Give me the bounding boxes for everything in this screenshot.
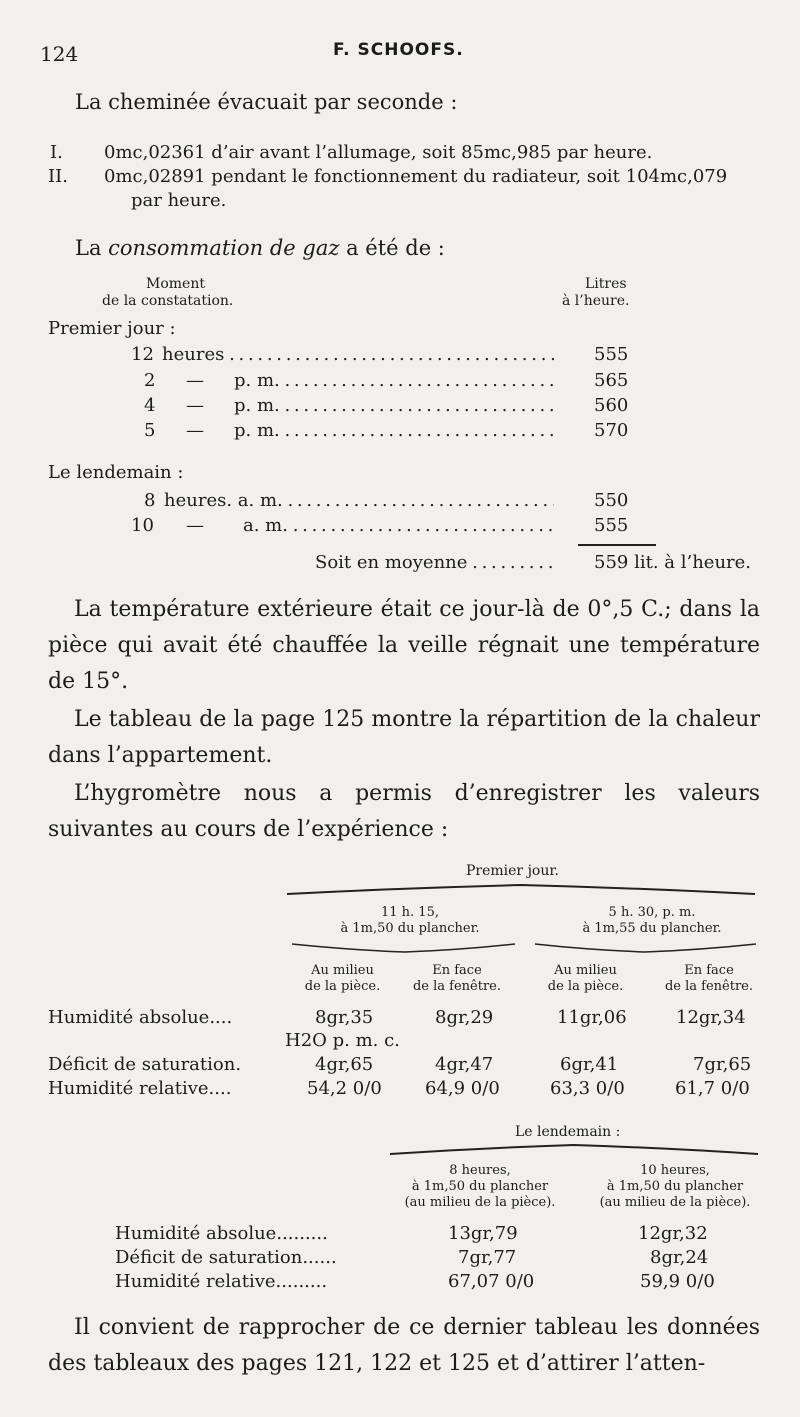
chimney-line-1: 0mc,02361 d’air avant l’allumage, soit 85mc,985 par heure. (104, 142, 653, 163)
gas-intro: La consommation de gaz a été de : (75, 236, 445, 260)
chimney-num-2: II. (48, 166, 68, 187)
gas-row-value: 565 (594, 370, 629, 391)
table2-head1: 8 heures, à 1m,50 du plancher (au milieu de la pièce). (404, 1163, 556, 1210)
table1-unit-note: H2O p. m. c. (285, 1030, 400, 1051)
table2-row-label: Déficit de saturation...... (115, 1247, 337, 1268)
gas-average-value: 559 lit. à l’heure. (594, 552, 752, 573)
paragraph-temperature: La température extérieure était ce jour-là de 0°,5 C.; dans la pièce qui avait été chauffée la veille régnait une température de 15°. (48, 597, 760, 694)
table1-sub-col2: En face de la fenêtre. (412, 963, 502, 994)
table1-cell: 6gr,41 (560, 1054, 619, 1075)
table1-cell: 4gr,47 (435, 1054, 494, 1075)
table1-cell: 61,7 0/0 (675, 1078, 750, 1099)
table1-cell: 64,9 0/0 (425, 1078, 500, 1099)
gas-day1-label: Premier jour : (48, 318, 176, 339)
table2-brace (388, 1142, 760, 1158)
table1-cell: 8gr,35 (315, 1007, 374, 1028)
table2-cell: 8gr,24 (650, 1247, 709, 1268)
table1-row-label: Déficit de saturation. (48, 1054, 242, 1075)
table1-row-label: Humidité relative.... (48, 1078, 232, 1099)
chimney-intro: La cheminée évacuait par seconde : (75, 90, 458, 114)
gas-row-num: 8 (144, 490, 156, 511)
table1-brace (285, 882, 757, 898)
table2-title: Le lendemain : (515, 1124, 621, 1140)
gas-row-num: 12 (131, 344, 154, 365)
chimney-line-3: par heure. (131, 190, 227, 211)
gas-row-label: p. m. . . . (234, 370, 554, 391)
table2-cell: 13gr,79 (448, 1223, 518, 1244)
table1-sub-braces (290, 940, 760, 954)
table1-cell: 7gr,65 (693, 1054, 752, 1075)
table1-row-label: Humidité absolue.... (48, 1007, 233, 1028)
chimney-num-1: I. (50, 142, 63, 163)
table1-title: Premier jour. (466, 863, 559, 879)
table2-head2: 10 heures, à 1m,50 du plancher (au milieu de la pièce). (599, 1163, 751, 1210)
gas-row-label: heures . . . (162, 344, 554, 365)
table2-row-label: Humidité relative......... (115, 1271, 328, 1292)
gas-row-label: p. m. . . . (234, 395, 554, 416)
gas-row-label: a. m. . . . (243, 515, 554, 536)
gas-row-dash: — (186, 420, 204, 441)
table1-cell: 63,3 0/0 (550, 1078, 625, 1099)
gas-average-label: Soit en moyenne . . . (315, 552, 555, 573)
table1-time2: 5 h. 30, p. m. à 1m,55 du plancher. (582, 905, 722, 936)
table1-cell: 54,2 0/0 (307, 1078, 382, 1099)
table1-sub-col1: Au milieu de la pièce. (304, 963, 381, 994)
gas-col-litres-1: Litres (585, 276, 627, 292)
gas-row-dash: — (186, 395, 204, 416)
table2-cell: 12gr,32 (638, 1223, 708, 1244)
gas-row-num: 10 (131, 515, 154, 536)
gas-row-num: 5 (144, 420, 156, 441)
chimney-line-2: 0mc,02891 pendant le fonctionnement du radiateur, soit 104mc,079 (104, 166, 728, 187)
gas-col-litres-2: à l’heure. (562, 293, 630, 309)
table2-cell: 59,9 0/0 (640, 1271, 715, 1292)
gas-day2-label: Le lendemain : (48, 462, 184, 483)
gas-row-value: 570 (594, 420, 629, 441)
table1-cell: 11gr,06 (557, 1007, 627, 1028)
sum-rule (578, 544, 656, 546)
gas-col-moment-1: Moment (146, 276, 205, 292)
paragraph-hygrometre: L’hygromètre nous a permis d’enregistrer les valeurs suivantes au cours de l’expérience : (48, 781, 760, 842)
table1-time1: 11 h. 15, à 1m,50 du plancher. (340, 905, 480, 936)
table1-cell: 8gr,29 (435, 1007, 494, 1028)
table1-sub-col3: Au milieu de la pièce. (547, 963, 624, 994)
gas-row-num: 2 (144, 370, 156, 391)
gas-col-moment-2: de la constatation. (102, 293, 234, 309)
gas-row-label: heures. a. m. . . . (164, 490, 554, 511)
gas-row-dash: — (186, 370, 204, 391)
paragraph-tableau: Le tableau de la page 125 montre la répartition de la chaleur dans l’appartement. (48, 707, 760, 768)
table1-cell: 12gr,34 (676, 1007, 746, 1028)
gas-row-value: 560 (594, 395, 629, 416)
page-number: 124 (40, 42, 79, 66)
paragraph-closing: Il convient de rapprocher de ce dernier tableau les données des tableaux des pages 121, 122 et 125 et d’attirer l’atten- (48, 1315, 760, 1376)
gas-row-value: 555 (594, 515, 629, 536)
gas-row-value: 555 (594, 344, 629, 365)
table2-cell: 67,07 0/0 (448, 1271, 535, 1292)
table2-cell: 7gr,77 (458, 1247, 517, 1268)
table1-cell: 4gr,65 (315, 1054, 374, 1075)
gas-row-dash: — (186, 515, 204, 536)
gas-row-value: 550 (594, 490, 629, 511)
gas-row-label: p. m. . . . (234, 420, 554, 441)
gas-row-num: 4 (144, 395, 156, 416)
running-title: F. SCHOOFS. (333, 40, 464, 60)
table2-row-label: Humidité absolue......... (115, 1223, 328, 1244)
table1-sub-col4: En face de la fenêtre. (664, 963, 754, 994)
